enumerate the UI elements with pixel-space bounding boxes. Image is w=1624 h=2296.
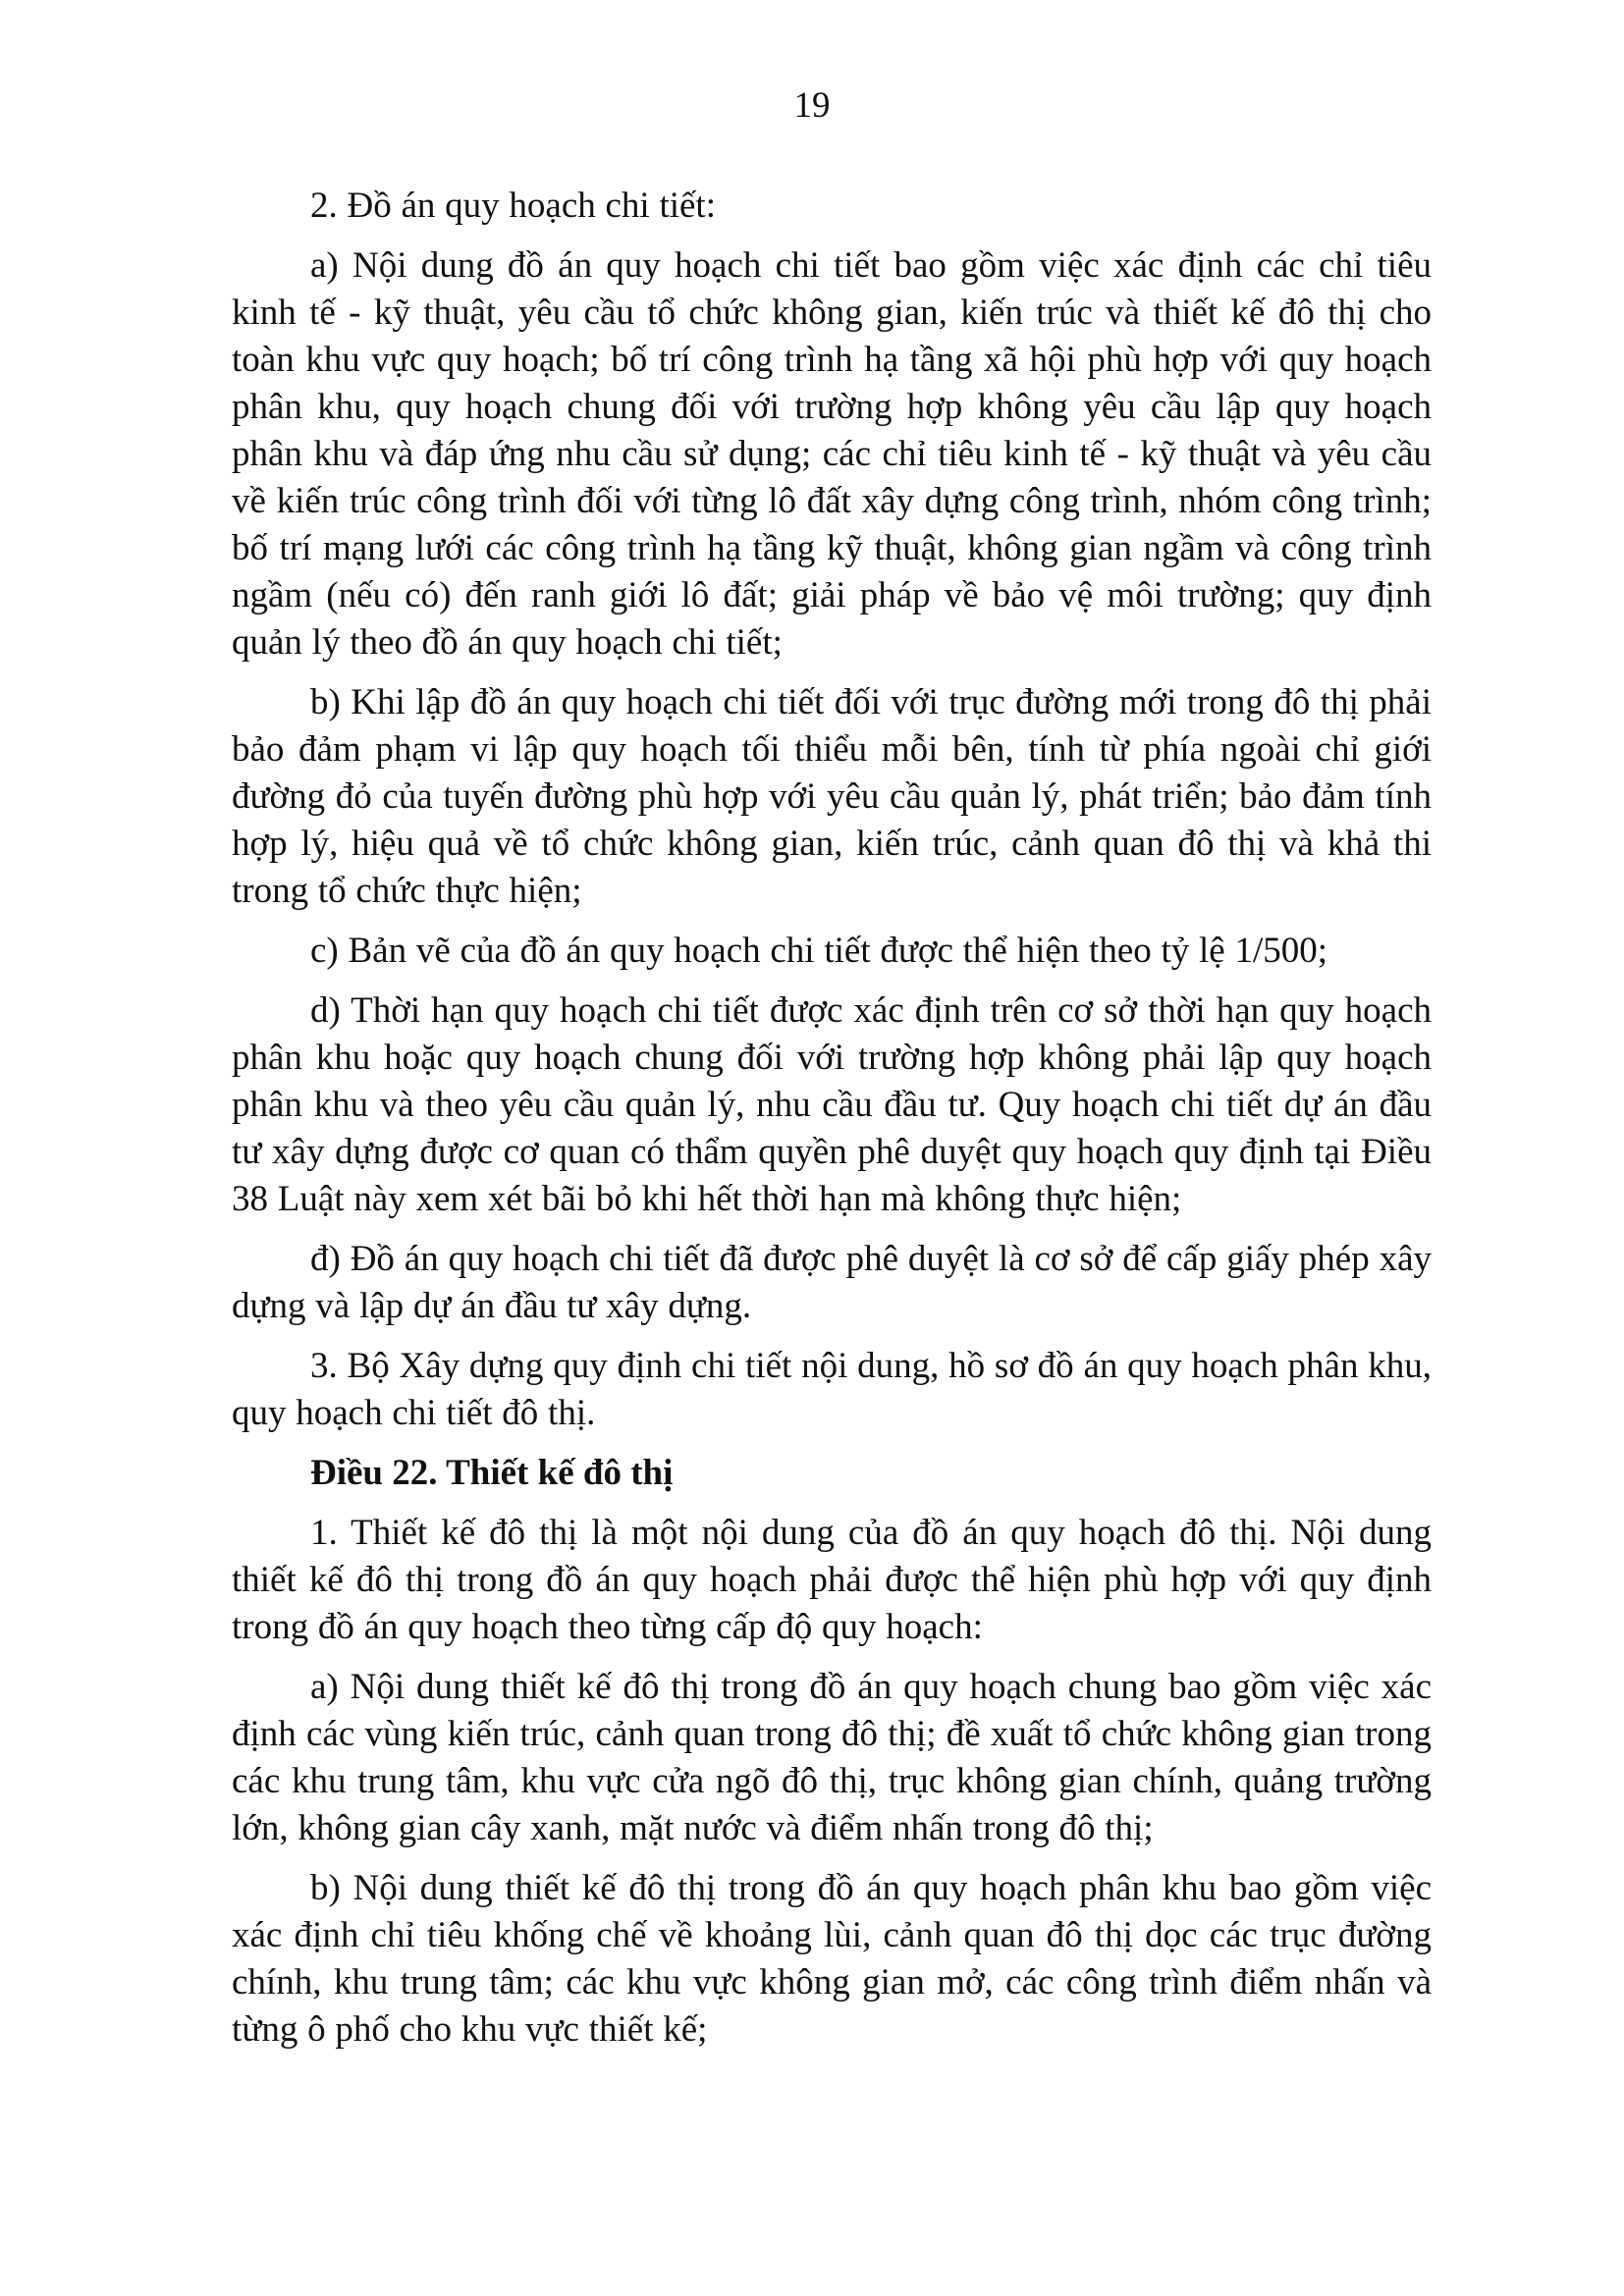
document-body [232,183,1432,2066]
article-22-paragraph-1b: b) Nội dung thiết kế đô thị trong đồ án quy hoạch phân khu bao gồm việc xác định chỉ tiêu khống chế về khoảng lùi, cảnh quan đô thị dọc các trục đường chính, khu trung tâm; các khu vực không gian mở, các công trình điểm nhấn và từng ô phố cho khu vực thiết kế; [232,1868,1432,2050]
article-22-paragraph-1a: a) Nội dung thiết kế đô thị trong đồ án quy hoạch chung bao gồm việc xác định các vùng kiến trúc, cảnh quan trong đô thị; đề xuất tổ chức không gian trong các khu trung tâm, khu vực cửa ngõ đô thị, trục không gian chính, quảng trường lớn, không gian cây xanh, mặt nước và điểm nhấn trong đô thị; [232,1667,1432,1848]
paragraph-2a: a) Nội dung đồ án quy hoạch chi tiết bao gồm việc xác định các chỉ tiêu kinh tế - kỹ thuật, yêu cầu tổ chức không gian, kiến trúc và thiết kế đô thị cho toàn khu vực quy hoạch; bố trí công trình hạ tầng xã hội phù hợp với quy hoạch phân khu, quy hoạch chung đối với trường hợp không yêu cầu lập quy hoạch phân khu và đáp ứng nhu cầu sử dụng; các chỉ tiêu kinh tế - kỹ thuật và yêu cầu về kiến trúc công trình đối với từng lô đất xây dựng công trình, nhóm công trình; bố trí mạng lưới các công trình hạ tầng kỹ thuật, không gian ngầm và công trình ngầm (nếu có) đến ranh giới lô đất; giải pháp về bảo vệ môi trường; quy định quản lý theo đồ án quy hoạch chi tiết; [232,245,1432,663]
paragraph-2c: c) Bản vẽ của đồ án quy hoạch chi tiết được thể hiện theo tỷ lệ 1/500; [310,931,1328,971]
paragraph-2d: d) Thời hạn quy hoạch chi tiết được xác định trên cơ sở thời hạn quy hoạch phân khu hoặc quy hoạch chung đối với trường hợp không phải lập quy hoạch phân khu và theo yêu cầu quản lý, nhu cầu đầu tư. Quy hoạch chi tiết dự án đầu tư xây dựng được cơ quan có thẩm quyền phê duyệt quy hoạch quy định tại Điều 38 Luật này xem xét bãi bỏ khi hết thời hạn mà không thực hiện; [232,990,1432,1219]
page-number: 19 [793,85,831,126]
article-22-paragraph-1: 1. Thiết kế đô thị là một nội dung của đồ án quy hoạch đô thị. Nội dung thiết kế đô thị trong đồ án quy hoạch phải được thể hiện phù hợp với quy định trong đồ án quy hoạch theo từng cấp độ quy hoạch: [232,1513,1432,1647]
paragraph-2dd: đ) Đồ án quy hoạch chi tiết đã được phê duyệt là cơ sở để cấp giấy phép xây dựng và lập dự án đầu tư xây dựng. [232,1239,1432,1326]
paragraph-3: 3. Bộ Xây dựng quy định chi tiết nội dung, hồ sơ đồ án quy hoạch phân khu, quy hoạch chi tiết đô thị. [232,1346,1432,1433]
article-22-heading: Điều 22. Thiết kế đô thị [310,1453,674,1493]
section-2-heading-text: 2. Đồ án quy hoạch chi tiết: [310,186,716,226]
paragraph-2b: b) Khi lập đồ án quy hoạch chi tiết đối với trục đường mới trong đô thị phải bảo đảm phạm vi lập quy hoạch tối thiểu mỗi bên, tính từ phía ngoài chỉ giới đường đỏ của tuyến đường phù hợp với yêu cầu quản lý, phát triển; bảo đảm tính hợp lý, hiệu quả về tổ chức không gian, kiến trúc, cảnh quan đô thị và khả thi trong tổ chức thực hiện; [232,682,1432,911]
